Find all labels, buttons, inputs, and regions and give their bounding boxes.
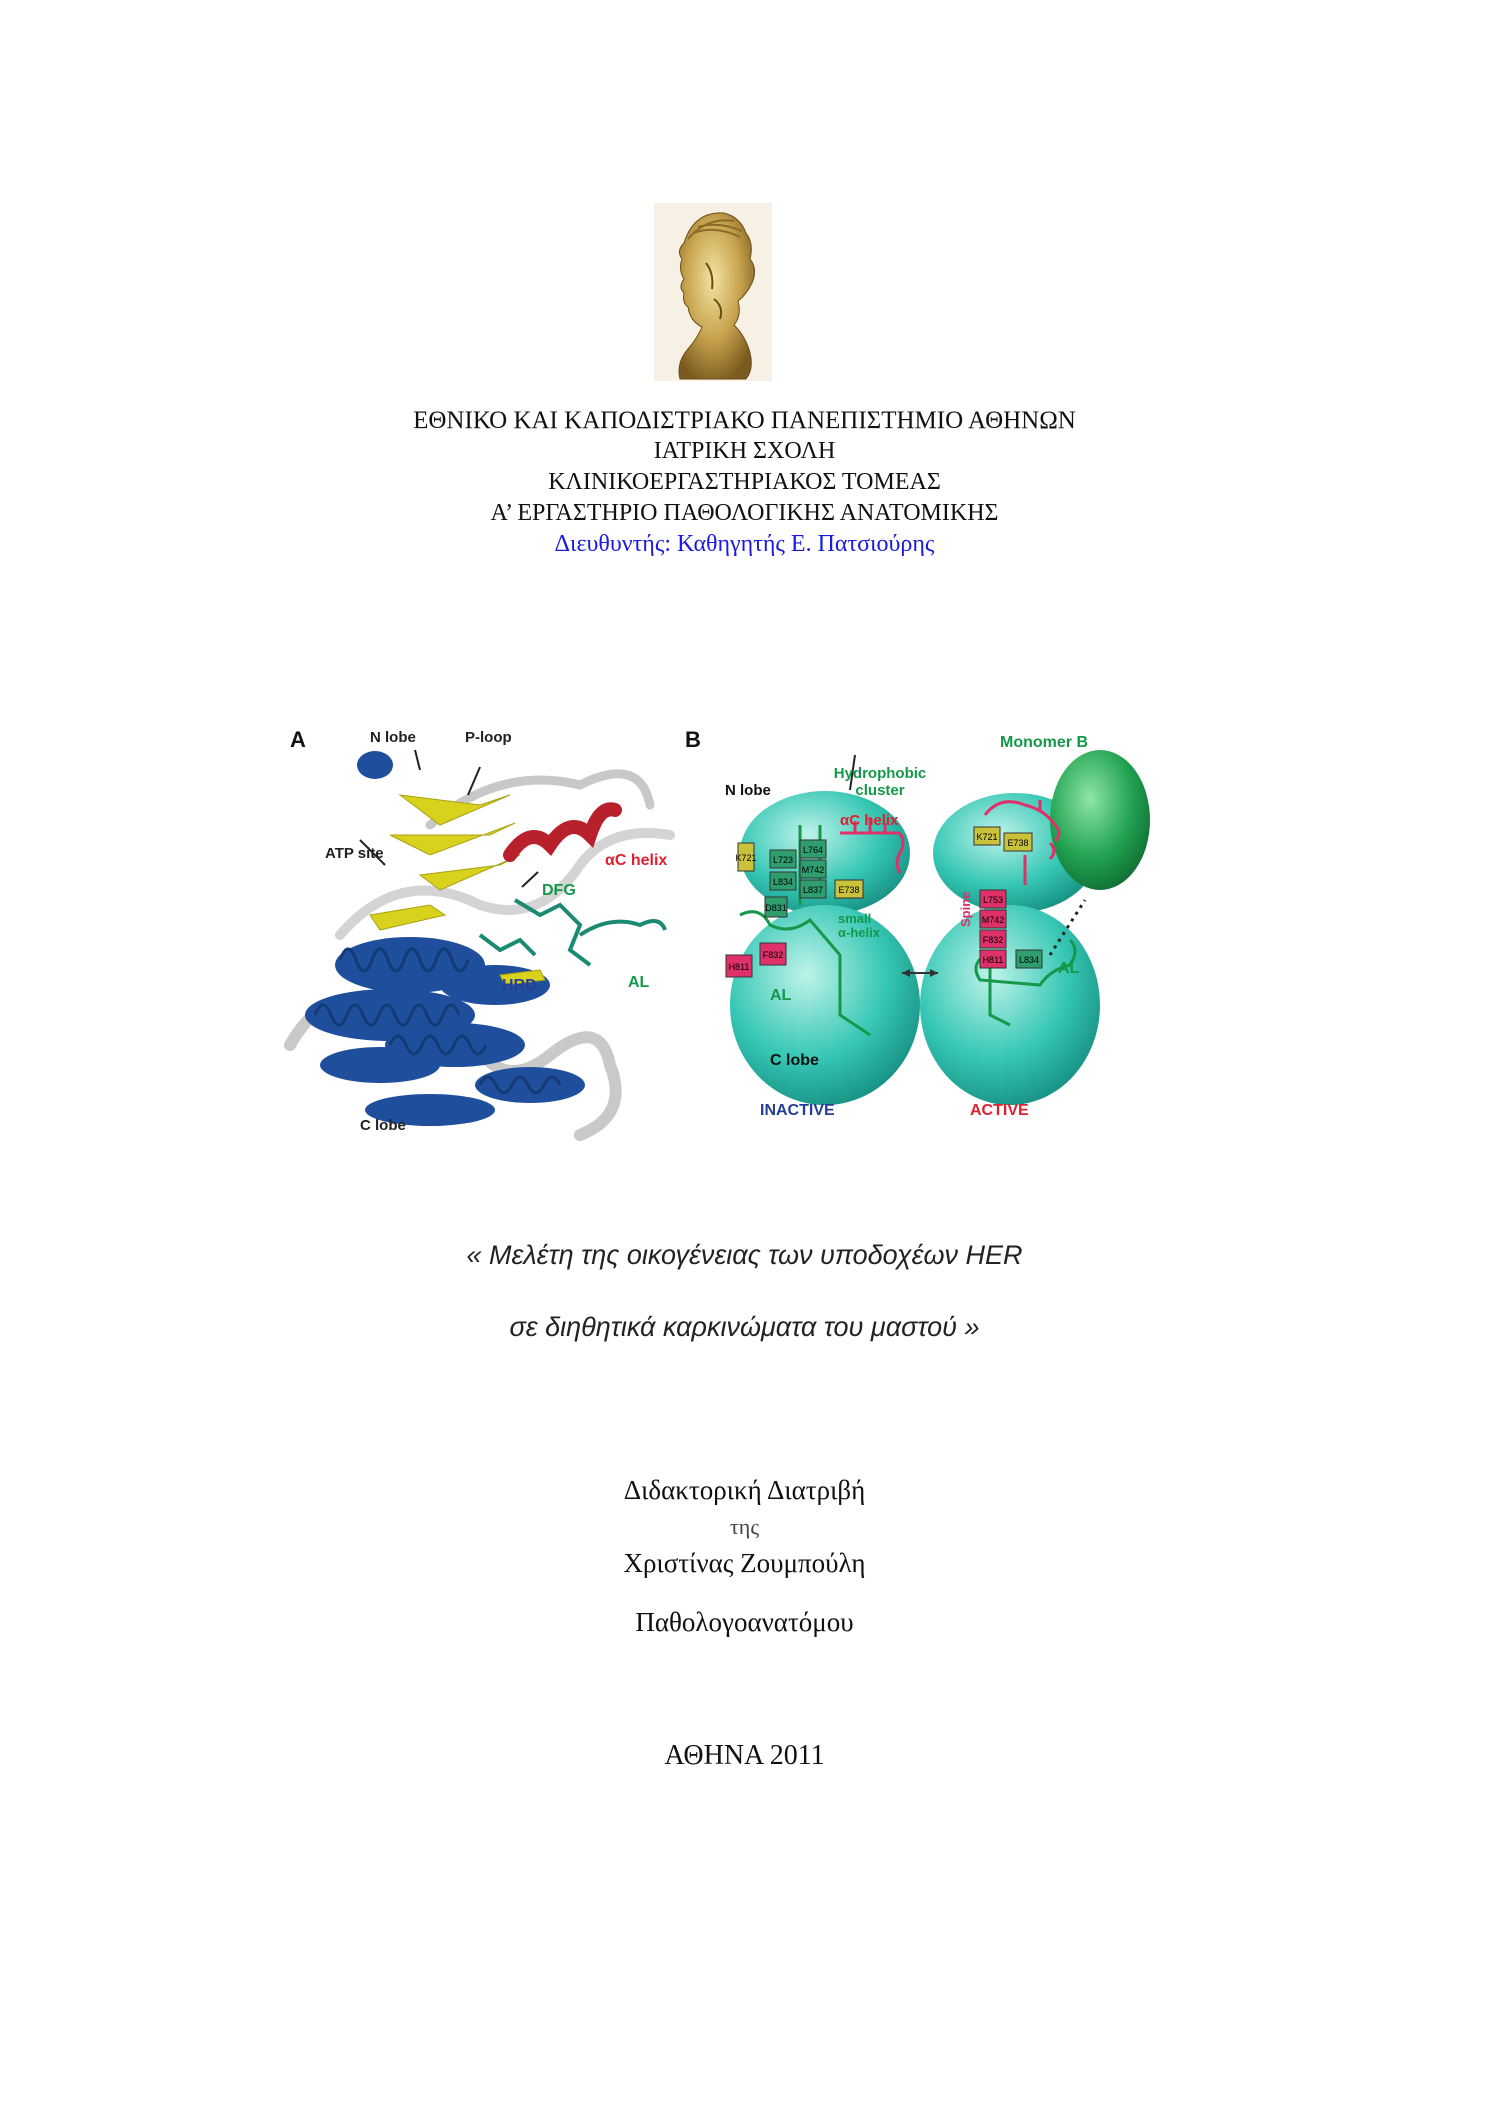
panel-a-al-label: AL — [628, 974, 650, 991]
small-helix-label-line2: α-helix — [838, 925, 880, 940]
residue-m742-active: M742 — [981, 915, 1005, 925]
thesis-author: Χριστίνας Ζουμπούλη — [623, 1548, 866, 1578]
monomer-b-label: Monomer B — [1000, 734, 1088, 751]
director-line: Διευθυντής: Καθηγητής Ε. Πατσιούρης — [554, 531, 935, 557]
residue-l764-inactive: L764 — [802, 845, 824, 855]
residue-h811-inactive: H811 — [728, 962, 750, 972]
panel-b-al-label-inactive: AL — [770, 987, 792, 1004]
residue-l834-inactive: L834 — [772, 877, 794, 887]
thesis-title-line2: σε διηθητικά καρκινώματα του μαστού » — [509, 1312, 980, 1342]
panel-b-letter: B — [685, 727, 701, 752]
thesis-title-line1: « Μελέτη της οικογένειας των υποδοχέων HER — [466, 1240, 1023, 1270]
residue-l834-active: L834 — [1018, 955, 1040, 965]
panel-a-c-lobe-label: C lobe — [360, 1117, 406, 1134]
residue-f832-inactive: F832 — [762, 950, 784, 960]
place-and-year: ΑΘΗΝΑ 2011 — [664, 1740, 825, 1771]
residue-e738-inactive: E738 — [838, 885, 860, 895]
residue-k721-inactive: K721 — [735, 853, 757, 863]
residue-f832-active: F832 — [982, 935, 1004, 945]
panel-b-c-lobe-label: C lobe — [770, 1052, 819, 1069]
residue-k721-active: K721 — [976, 832, 998, 842]
residue-l723-inactive: L723 — [772, 855, 794, 865]
residue-d831-inactive: D831 — [765, 903, 787, 913]
hydrophobic-label-line2: cluster — [855, 782, 905, 799]
residue-l837-inactive: L837 — [802, 885, 824, 895]
laboratory-name: Α’ ΕΡΓΑΣΤΗΡΙΟ ΠΑΘΟΛΟΓΙΚΗΣ ΑΝΑΤΟΜΙΚΗΣ — [490, 500, 999, 526]
panel-b-ac-helix-label: αC helix — [840, 812, 899, 829]
school-name: ΙΑΤΡΙΚΗ ΣΧΟΛΗ — [653, 438, 836, 464]
active-state-label: ACTIVE — [970, 1102, 1029, 1119]
university-name: ΕΘΝΙΚΟ ΚΑΙ ΚΑΠΟΔΙΣΤΡΙΑΚΟ ΠΑΝΕΠΙΣΤΗΜΙΟ ΑΘΗΝΩΝ — [413, 407, 1076, 434]
panel-a-hrd-label: HRD — [502, 977, 537, 994]
panel-a-n-lobe-label: N lobe — [370, 729, 416, 746]
panel-a-p-loop-label: P-loop — [465, 729, 512, 746]
residue-l753-active: L753 — [982, 895, 1004, 905]
panel-a-ac-helix-label: αC helix — [605, 852, 668, 869]
institution-header — [0, 405, 1489, 560]
university-logo — [654, 203, 772, 381]
inactive-state-label: INACTIVE — [760, 1102, 835, 1119]
panel-a-ribbon — [290, 750, 670, 1135]
residue-m742-inactive: M742 — [801, 865, 825, 875]
residue-e738-active: E738 — [1007, 838, 1029, 848]
thesis-type: Διδακτορική Διατριβή — [623, 1475, 866, 1505]
small-helix-label-line1: small — [838, 911, 872, 926]
kinase-structure-figure — [280, 715, 1150, 1165]
panel-a-atp-site-label: ATP site — [325, 845, 384, 862]
department-name: ΚΛΙΝΙΚΟΕΡΓΑΣΤΗΡΙΑΚΟΣ ΤΟΜΕΑΣ — [548, 469, 941, 495]
panel-a-letter: A — [290, 727, 306, 752]
panel-b-al-label-active: AL — [1058, 960, 1080, 977]
thesis-of: της — [729, 1514, 760, 1539]
panel-b-n-lobe-label: N lobe — [725, 782, 771, 799]
spine-label: Spine — [958, 891, 973, 927]
author-profession: Παθολογοανατόμου — [635, 1607, 854, 1637]
panel-a-dfg-label: DFG — [542, 882, 576, 899]
residue-h811-active: H811 — [982, 955, 1004, 965]
hydrophobic-label-line1: Hydrophobic — [833, 765, 927, 782]
